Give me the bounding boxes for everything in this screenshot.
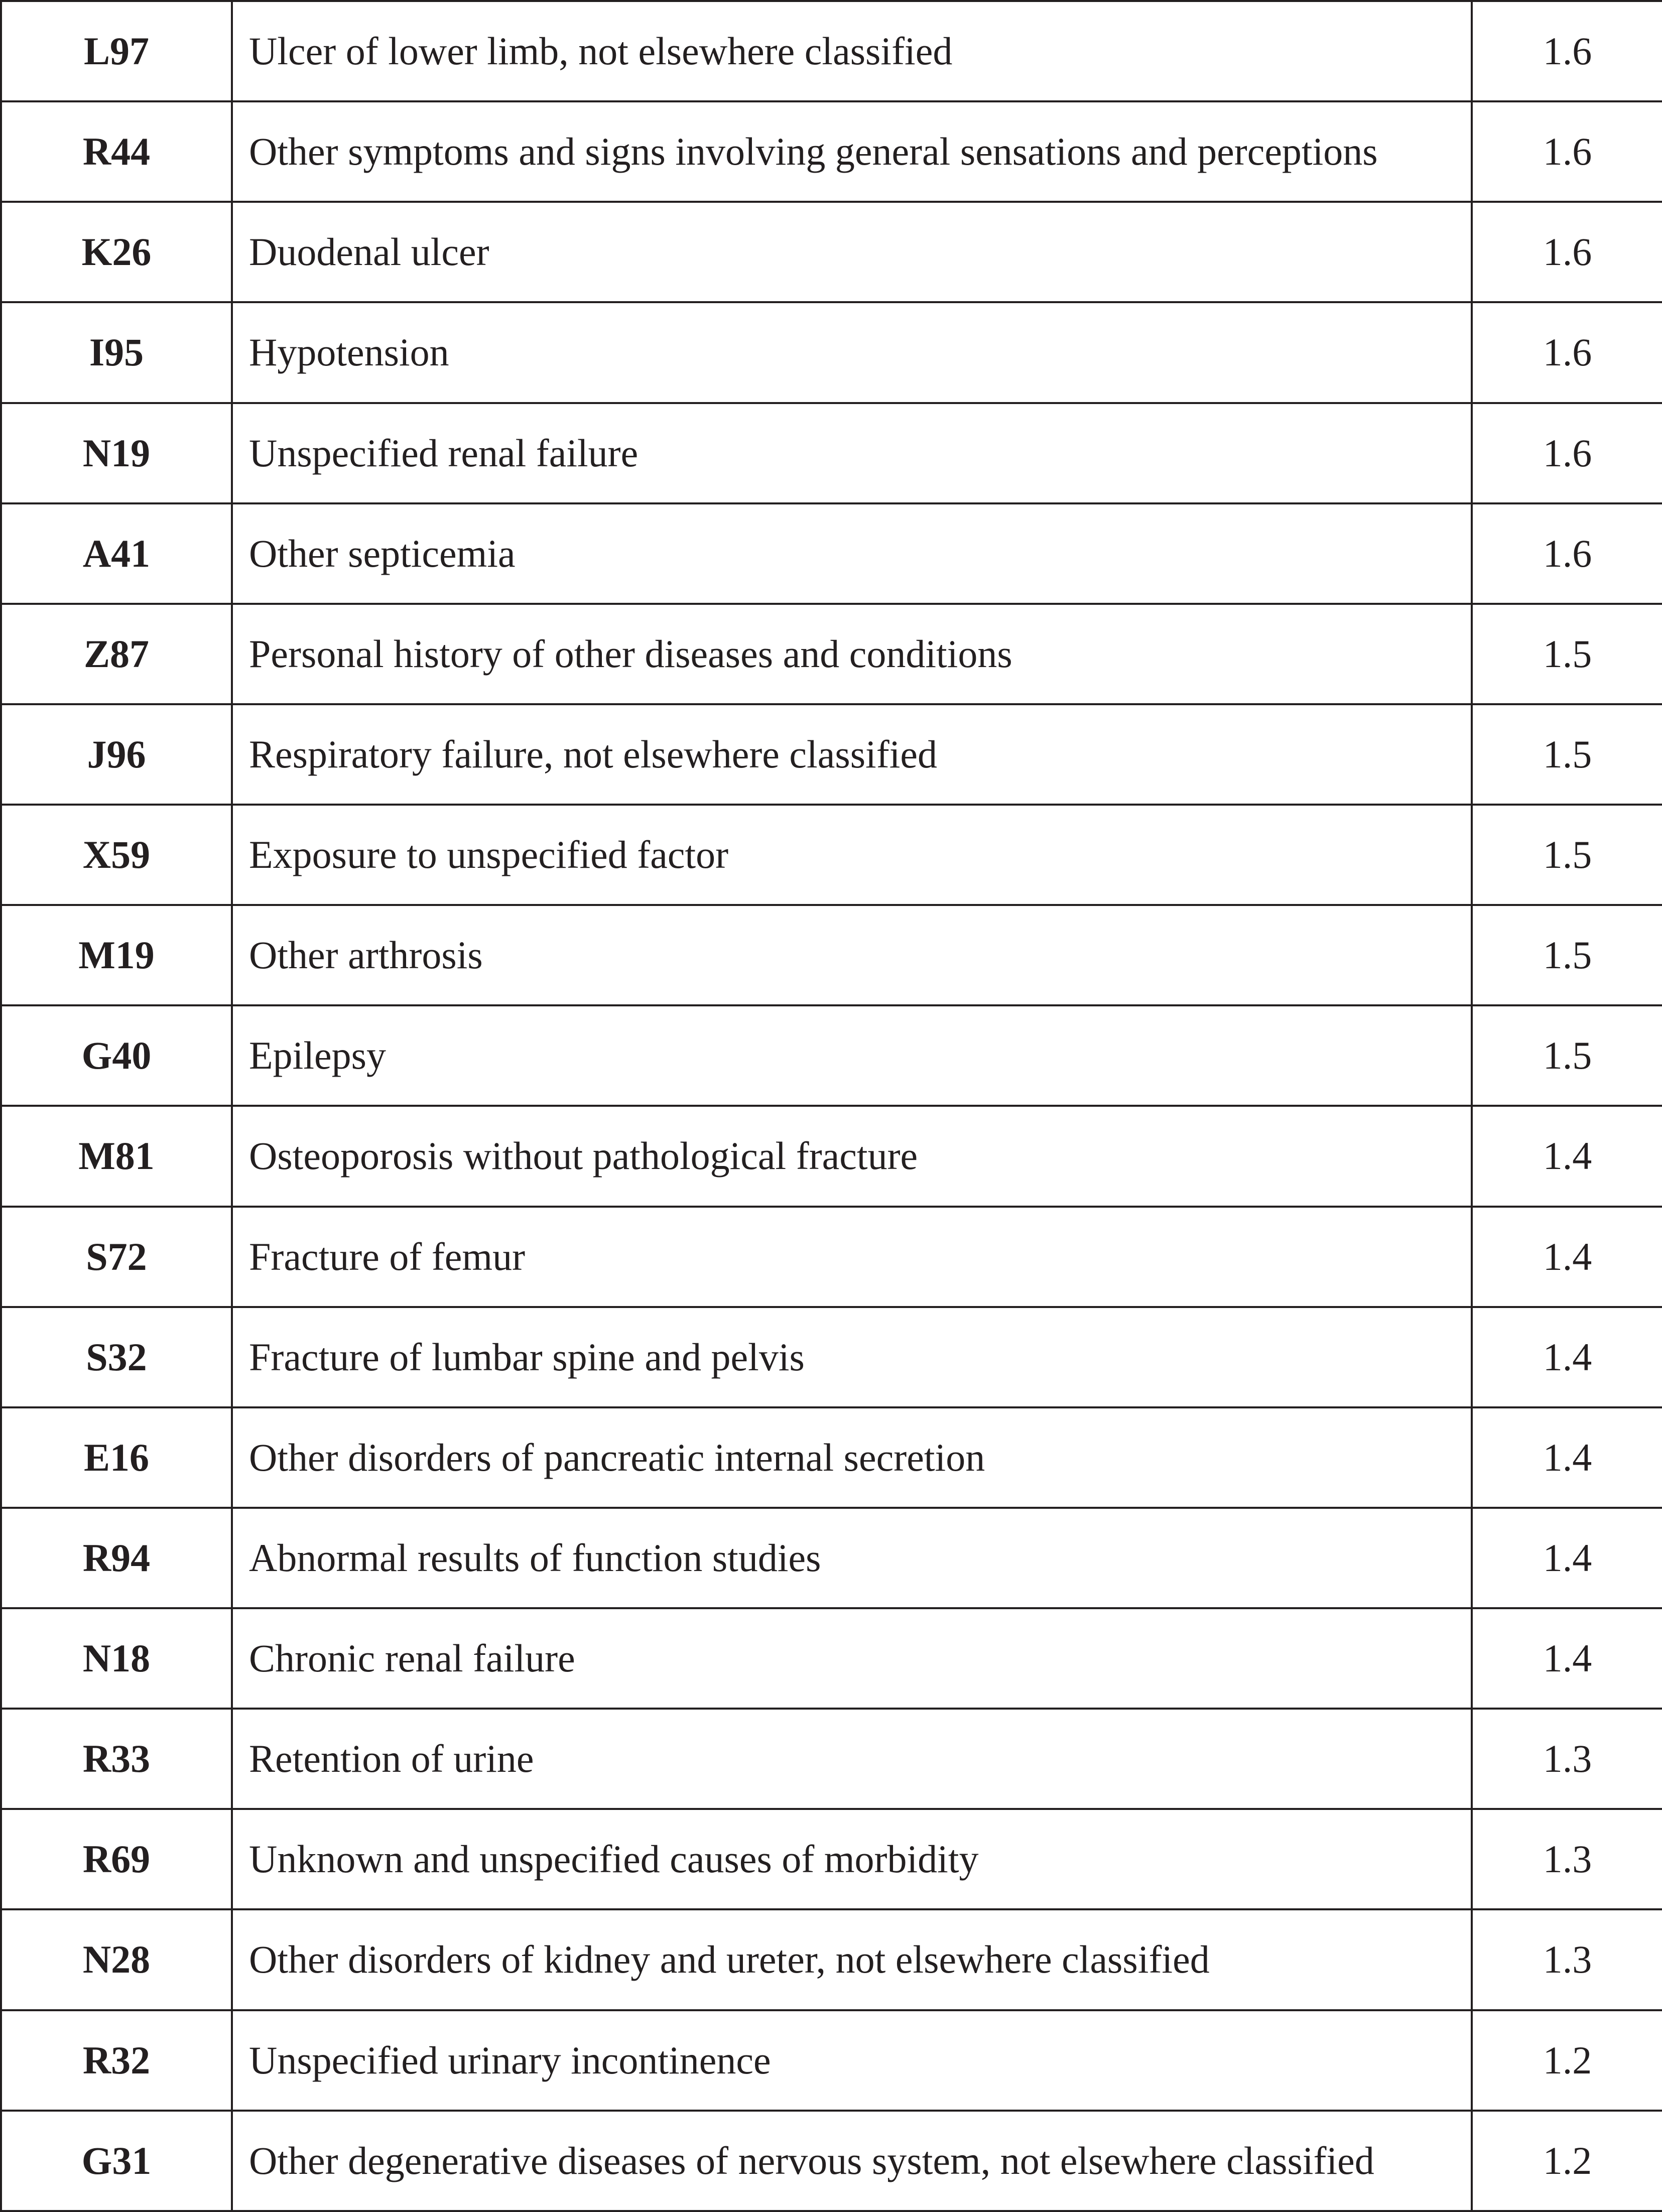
table-row — [1, 1407, 1662, 1508]
description-cell: Hypotension — [232, 302, 1472, 403]
value-cell: 1.5 — [1472, 805, 1662, 905]
icd-code-cell: M19 — [1, 905, 232, 1005]
value-cell: 1.6 — [1472, 101, 1662, 202]
icd-code-cell: G31 — [1, 2111, 232, 2211]
description-cell: Fracture of lumbar spine and pelvis — [232, 1307, 1472, 1407]
value-cell: 1.6 — [1472, 503, 1662, 604]
icd-code-cell: A41 — [1, 503, 232, 604]
icd-code-cell: X59 — [1, 805, 232, 905]
description-cell: Abnormal results of function studies — [232, 1508, 1472, 1608]
description-cell: Personal history of other diseases and conditions — [232, 604, 1472, 704]
value-cell: 1.5 — [1472, 704, 1662, 805]
table-row — [1, 403, 1662, 503]
description-cell: Other arthrosis — [232, 905, 1472, 1005]
value-cell: 1.4 — [1472, 1106, 1662, 1206]
description-cell: Other disorders of kidney and ureter, not elsewhere classified — [232, 1909, 1472, 2010]
table-row — [1, 1, 1662, 101]
icd-code-cell: I95 — [1, 302, 232, 403]
value-cell: 1.3 — [1472, 1909, 1662, 2010]
table-row — [1, 101, 1662, 202]
table-row — [1, 1809, 1662, 1909]
value-cell: 1.2 — [1472, 2111, 1662, 2211]
table-row — [1, 2010, 1662, 2111]
value-cell: 1.6 — [1472, 302, 1662, 403]
table-body — [1, 1, 1662, 2211]
table-row — [1, 302, 1662, 403]
table-row — [1, 1005, 1662, 1106]
icd-code-cell: R94 — [1, 1508, 232, 1608]
icd-code-cell: Z87 — [1, 604, 232, 704]
description-cell: Other disorders of pancreatic internal secretion — [232, 1407, 1472, 1508]
icd-code-cell: L97 — [1, 1, 232, 101]
table-row — [1, 905, 1662, 1005]
value-cell: 1.4 — [1472, 1207, 1662, 1307]
description-cell: Exposure to unspecified factor — [232, 805, 1472, 905]
table-row — [1, 1106, 1662, 1206]
table-row — [1, 604, 1662, 704]
description-cell: Unspecified renal failure — [232, 403, 1472, 503]
icd-code-cell: E16 — [1, 1407, 232, 1508]
description-cell: Duodenal ulcer — [232, 202, 1472, 302]
icd-code-cell: N28 — [1, 1909, 232, 2010]
description-cell: Retention of urine — [232, 1709, 1472, 1809]
table-row — [1, 1508, 1662, 1608]
table-row — [1, 1608, 1662, 1709]
table-row — [1, 1307, 1662, 1407]
icd-code-cell: G40 — [1, 1005, 232, 1106]
description-cell: Respiratory failure, not elsewhere classified — [232, 704, 1472, 805]
table-row — [1, 1909, 1662, 2010]
table-row — [1, 2111, 1662, 2211]
description-cell: Fracture of femur — [232, 1207, 1472, 1307]
table-row — [1, 1709, 1662, 1809]
value-cell: 1.6 — [1472, 1, 1662, 101]
value-cell: 1.3 — [1472, 1809, 1662, 1909]
icd-code-cell: S32 — [1, 1307, 232, 1407]
table-row — [1, 503, 1662, 604]
value-cell: 1.3 — [1472, 1709, 1662, 1809]
icd-code-cell: S72 — [1, 1207, 232, 1307]
value-cell: 1.4 — [1472, 1307, 1662, 1407]
icd-code-cell: N19 — [1, 403, 232, 503]
icd-code-cell: K26 — [1, 202, 232, 302]
description-cell: Chronic renal failure — [232, 1608, 1472, 1709]
icd-code-cell: J96 — [1, 704, 232, 805]
icd-code-cell: N18 — [1, 1608, 232, 1709]
value-cell: 1.5 — [1472, 604, 1662, 704]
table-row — [1, 704, 1662, 805]
table-row — [1, 202, 1662, 302]
description-cell: Unknown and unspecified causes of morbidity — [232, 1809, 1472, 1909]
icd-code-cell: R69 — [1, 1809, 232, 1909]
description-cell: Other symptoms and signs involving general sensations and perceptions — [232, 101, 1472, 202]
icd-code-cell: R33 — [1, 1709, 232, 1809]
description-cell: Other septicemia — [232, 503, 1472, 604]
table-row — [1, 1207, 1662, 1307]
description-cell: Epilepsy — [232, 1005, 1472, 1106]
description-cell: Ulcer of lower limb, not elsewhere classified — [232, 1, 1472, 101]
icd-code-cell: R32 — [1, 2010, 232, 2111]
value-cell: 1.6 — [1472, 403, 1662, 503]
table-row — [1, 805, 1662, 905]
icd-code-cell: M81 — [1, 1106, 232, 1206]
value-cell: 1.4 — [1472, 1407, 1662, 1508]
value-cell: 1.5 — [1472, 1005, 1662, 1106]
value-cell: 1.6 — [1472, 202, 1662, 302]
description-cell: Osteoporosis without pathological fracture — [232, 1106, 1472, 1206]
value-cell: 1.5 — [1472, 905, 1662, 1005]
value-cell: 1.4 — [1472, 1508, 1662, 1608]
icd-code-cell: R44 — [1, 101, 232, 202]
value-cell: 1.2 — [1472, 2010, 1662, 2111]
value-cell: 1.4 — [1472, 1608, 1662, 1709]
description-cell: Unspecified urinary incontinence — [232, 2010, 1472, 2111]
description-cell: Other degenerative diseases of nervous system, not elsewhere classified — [232, 2111, 1472, 2211]
